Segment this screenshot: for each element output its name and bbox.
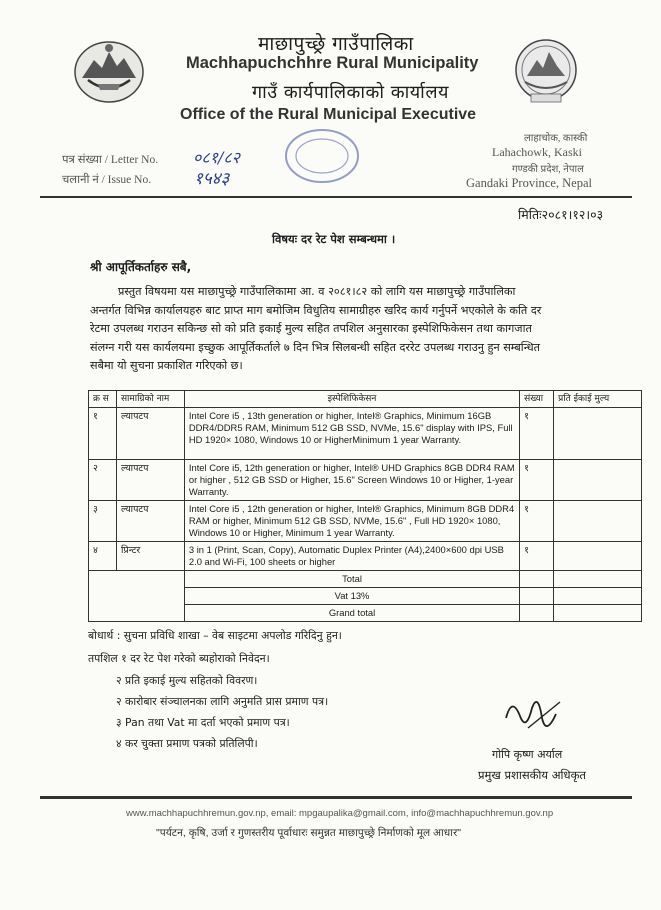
- column-header-unit-price: प्रति ईकाई मुल्य: [554, 391, 642, 408]
- cell-sn: १: [89, 408, 117, 460]
- footer-motto: "पर्यटन, कृषि, उर्जा र गुणस्तरीय पूर्वाधारः समुन्नत माछापुच्छ्रे निर्माणको मूल आधार": [156, 827, 461, 839]
- body-line: अन्तर्गत विभिन्न कार्यालयहरु बाट प्राप्त माग बमोजिम विधुतिय सामाग्रीहरु खरिद कार्य गर्नुपर्ने भएकोले के कति दर: [90, 303, 542, 317]
- letter-date: मितिः२०८१।१२।०३: [518, 207, 604, 222]
- office-stamp-icon: [282, 126, 362, 186]
- cell-specification: 3 in 1 (Print, Scan, Copy), Automatic Duplex Printer (A4),2400×600 dpi USB 2.0 and Wi-Fi, 100 sheets or higher: [184, 542, 519, 571]
- cell-item-name: ल्यापटप: [116, 501, 184, 542]
- signature-icon: [498, 688, 568, 746]
- cell-unit-price: [554, 460, 642, 501]
- signatory-title: प्रमुख प्रशासकीय अधिकृत: [478, 768, 586, 782]
- enclosure-item: ४ कर चुक्ता प्रमाण पत्रको प्रतिलिपी।: [116, 737, 258, 750]
- municipality-logo-icon: [513, 38, 579, 106]
- vat-qty-cell: [520, 588, 554, 605]
- cell-sn: ३: [89, 501, 117, 542]
- header-divider: [40, 196, 632, 198]
- table-row: [89, 460, 642, 501]
- cell-specification: Intel Core i5, 12th generation or higher, Intel® UHD Graphics 8GB DDR4 RAM or higher , 512 GB SSD or Higher, 15.6" Screen Windows 10 or Higher, 1-year Warranty.: [184, 460, 519, 501]
- subject-line: विषयः दर रेट पेश सम्बन्धमा ।: [272, 232, 396, 246]
- cell-item-name: ल्यापटप: [116, 460, 184, 501]
- footer-divider: [40, 796, 632, 799]
- municipality-name-en: Machhapuchchhre Rural Municipality: [186, 54, 479, 72]
- cell-item-name: प्रिन्टर: [116, 542, 184, 571]
- total-label: Total: [184, 571, 519, 588]
- body-line: रेटमा उपलब्ध गराउन सकिन्छ सो को प्रति इकाई मुल्य सहित तपशिल अनुसारका इस्पेशिफिकेसन तथा कागजात: [90, 322, 532, 335]
- cell-quantity: १: [520, 460, 554, 501]
- specification-table: [88, 390, 642, 622]
- cell-item-name: ल्यापटप: [116, 408, 184, 460]
- address-en-1: Lahachowk, Kaski: [492, 145, 582, 159]
- office-name-np: गाउँ कार्यपालिकाको कार्यालय: [252, 82, 449, 103]
- body-line: संलग्न गरी यस कार्यलयमा इच्छुक आपूर्तिकर्ताले ७ दिन भित्र सिलबन्धी सहित दररेट उपलब्ध गराउनु हुन सम्बन्धित: [90, 340, 541, 354]
- vat-value-cell: [554, 588, 642, 605]
- address-en-2: Gandaki Province, Nepal: [466, 176, 593, 190]
- total-qty-cell: [520, 571, 554, 588]
- grand-total-value-cell: [554, 605, 642, 622]
- issue-no-value: १५४३: [194, 169, 230, 189]
- cell-quantity: १: [520, 408, 554, 460]
- body-line: सबैमा यो सुचना प्रकाशित गरिएको छ।: [90, 359, 243, 372]
- cell-sn: ४: [89, 542, 117, 571]
- table-row: [89, 501, 642, 542]
- cell-specification: Intel Core i5 , 12th generation or higher, Intel® Graphics, Minimum 8GB DDR4 RAM or higher, Minimum 512 GB SSD, NVMe, 15.6" , Full HD 1920× 1080, Windows 10 or Higher, Minimum 1 year Warranty.: [184, 501, 519, 542]
- cell-unit-price: [554, 408, 642, 460]
- table-row: [89, 542, 642, 571]
- cell-quantity: १: [520, 501, 554, 542]
- table-header-row: [89, 391, 642, 408]
- summary-blank-cell: [89, 571, 185, 622]
- body-line: प्रस्तुत विषयमा यस माछापुच्छ्रे गाउँपालिकामा आ. व २०८१।८२ को लागि यस माछापुच्छ्रे गाउँपालिका: [118, 285, 516, 298]
- issue-no-label: चलानी नं / Issue No.: [62, 174, 152, 186]
- column-header-quantity: संख्या: [520, 391, 554, 408]
- total-value-cell: [554, 571, 642, 588]
- address-np-1: लाहाचोक, कास्की: [524, 133, 588, 144]
- table-row: [89, 408, 642, 460]
- cell-specification: Intel Core i5 , 13th generation or higher, Intel® Graphics, Minimum 16GB DDR4/DDR5 RAM, Minimum 512 GB SSD, NVMe, 15.6" display with IPS, Full HD 1920× 1080, Windows 10 or HigherMinimum 1 year Warranty.: [184, 408, 519, 460]
- letter-no-value: ०८१/८२: [193, 148, 240, 167]
- column-header-sn: क्र स: [89, 391, 117, 408]
- cc-note: बोधार्थ : सुचना प्रविधि शाखा – वेब साइटमा अपलोड गरिदिनु हुन।: [88, 629, 342, 642]
- salutation: श्री आपूर्तिकर्ताहरु सबै,: [90, 260, 192, 274]
- total-row: [89, 571, 642, 588]
- cell-unit-price: [554, 501, 642, 542]
- enclosure-item: २ कारोबार संञ्चालनका लागि अनुमति प्रास प्रमाण पत्र।: [116, 695, 329, 708]
- nepal-emblem-icon: [72, 38, 146, 104]
- column-header-item-name: सामाग्रिको नाम: [116, 391, 184, 408]
- column-header-specification: इस्पेशिफिकेसन: [184, 391, 519, 408]
- letter-body: [90, 283, 650, 376]
- address-np-2: गण्डकी प्रदेश, नेपाल: [512, 164, 584, 175]
- enclosure-list-title: तपशिल १ दर रेट पेश गरेको ब्यहोराको निवेदन।: [88, 652, 270, 665]
- vat-label: Vat 13%: [184, 588, 519, 605]
- municipality-name-np: माछापुच्छ्रे गाउँपालिका: [258, 33, 414, 55]
- enclosure-item: ३ Pan तथा Vat मा दर्ता भएको प्रमाण पत्र।: [116, 716, 290, 729]
- footer-contact: www.machhapuchhremun.gov.np, email: mpgaupalika@gmail.com, info@machhapuchhremun.gov.np: [126, 808, 554, 819]
- cell-unit-price: [554, 542, 642, 571]
- cell-sn: २: [89, 460, 117, 501]
- signatory-name: गोपि कृष्ण अर्याल: [492, 748, 563, 761]
- cell-quantity: १: [520, 542, 554, 571]
- office-name-en: Office of the Rural Municipal Executive: [180, 106, 477, 123]
- grand-total-label: Grand total: [184, 605, 519, 622]
- letter-no-label: पत्र संख्या / Letter No.: [62, 154, 159, 166]
- enclosure-item: २ प्रति इकाई मुल्य सहितको विवरण।: [116, 674, 258, 687]
- grand-total-qty-cell: [520, 605, 554, 622]
